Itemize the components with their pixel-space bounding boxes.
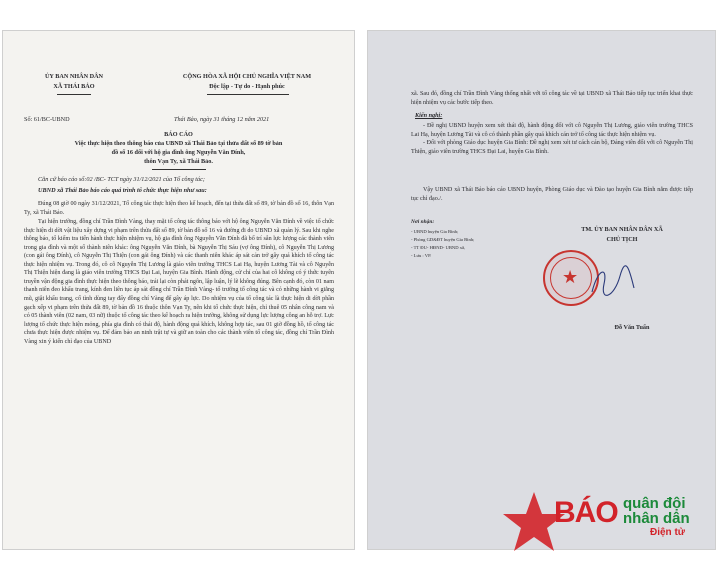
recommendation-2: - Đối với phòng Giáo dục huyện Gia Bình: Đề nghị xem xét tư cách cán bộ, Đảng viên đối với cô Nguyễn Thị Thiện, giáo viên trường THCS Đại Lai, huyện Gia Bình. — [411, 140, 693, 155]
document-number: Số: 61/BC-UBND — [24, 116, 70, 123]
recommendation-heading: Kiến nghị: — [415, 112, 443, 119]
signer-organization: TM. ỦY BAN NHÂN DÂN XÃ — [581, 226, 663, 233]
agency-name-line2: XÃ THÁI BẢO — [53, 83, 95, 90]
basis-line: Căn cứ báo cáo số:02 /BC- TCT ngày 31/12/2021 của Tổ công tác; — [38, 176, 205, 183]
agency-underline — [57, 94, 91, 95]
paragraph-2: Tại hiện trường, đồng chí Trần Đình Vàng, thay mặt tổ công tác thông báo với hộ ông Nguyễn Văn Đính về việc tổ chức thực hiện di dời vật liệu xây dựng vi phạm trên thửa đất số 89, tờ bản đồ số 16 và đường đi do UBND xã quản lý. Sau khi nghe thông báo, tổ kiểm tra tiến hành thực hiện nhiệm vụ, hộ gia đình ông Nguyễn Văn Đính đã bố trí sẵn lực lượng các thành viên trong gia đình và một số thành niên khác: ông Nguyễn Văn Đính, bà Nguyễn Thị Sáu (vợ ông Đính), cô Nguyễn Thị Lương (con gái ông Đính), cô Nguyễn Thị Thiện (con gái ông Đính) và các thanh niên khác áp sát cản trở gây quá khích tổ công tác thực hiện nhiệm vụ. Trong đó, cô cô Nguyễn Thị Lương là giáo viên trường THCS Lai Hạ, huyện Lương Tài và cô Nguyễn Thị Thiện hiện đang là giáo viên trường THCS Đại Lai, huyện Gia Bình. Hành động, cử chỉ của hai cô không có ý thức tuyên truyền vận động gia đình thực hiện theo thông báo, trái lại còn phát ngôn, lập luận, lý lẽ không đúng. Bên cạnh đó, còn 01 nam thanh niên đeo khẩu trang, kính đen liên tục áp sát đồng chí Trần Đình Vàng- tổ trưởng tổ công tác và có những hành vi giằng mũ, giật khẩu trang, cố tình dùng tay đẩy đồng chí Vàng để gây áp lực. Do nhiệm vụ của tổ công tác là thực hiện di dời phần gạch xếp vi phạm trên thửa đất 89, tờ bản đồ 16 thuộc thôn Vạn Ty, nên khi tổ chức thực hiện, chỉ thuê 05 nhân công nam và có 05 thành viên (02 nam, 03 nữ) thuộc tổ công tác theo kế hoạch ra hiện trường, không sử dụng lực lượng công an hỗ trợ. Lực lượng tổ chức thực hiện mỏng, phía gia đình có thái độ, hành động quá khích, không hợp tác, sau 01 giờ đồng hồ, tổ công tác chưa thực hiện được nhiệm vụ. Để đảm bảo an ninh trật tự và giữ an toàn cho các thành viên tổ công tác, đồng chí Trần Đình Vàng xin ý kiến chỉ đạo của UBND — [24, 219, 334, 345]
logo-tertiary-text: Điện tử — [650, 527, 686, 538]
newspaper-logo — [502, 488, 710, 560]
subject-line-2: đồ số 16 đối với hộ gia đình ông Nguyễn Văn Đính, — [111, 149, 246, 156]
place-and-date: Thái Bảo, ngày 31 tháng 12 năm 2021 — [174, 116, 270, 123]
report-intro: UBND xã Thái Bảo báo cáo quá trình tổ chức thực hiện như sau: — [38, 187, 207, 194]
recipient-4: - Lưu : VP. — [411, 253, 432, 258]
recipients-heading: Nơi nhận: — [411, 219, 435, 225]
handwritten-signature — [588, 262, 638, 302]
recommendation-1: - Đề nghị UBND huyện xem xét thái độ, hành động đối với cô Nguyễn Thị Lương, giáo viên trường THCS Lai Hạ, huyện Lương Tài và cô có thành phần gây quá khích cán trở tổ công tác thực hiện nhiệm vụ. — [411, 123, 693, 138]
signer-title: CHỦ TỊCH — [606, 236, 638, 243]
subject-underline — [152, 169, 206, 170]
paragraph-1: Đúng 08 giờ 00 ngày 31/12/2021, Tổ công tác thực hiện theo kế hoạch, đến tại thửa đất số 89, tờ bản đồ số 16, thôn Vạn Ty, xã Thái Bảo. — [24, 201, 334, 216]
recipient-3: - TT ĐU- HĐND- UBND xã, — [411, 245, 466, 250]
recipient-2: - Phòng GD&ĐT huyện Gia Bình; — [411, 237, 475, 242]
signer-name: Đỗ Văn Tuấn — [614, 324, 650, 331]
republic-title: CỘNG HÒA XÃ HỘI CHỦ NGHĨA VIỆT NAM — [182, 73, 312, 80]
document-page-1 — [2, 30, 355, 550]
recommendations — [411, 122, 693, 156]
motto: Độc lập - Tự do - Hạnh phúc — [209, 83, 285, 90]
document-type: BÁO CÁO — [164, 131, 193, 138]
motto-underline — [207, 94, 289, 95]
closing-text: Vậy UBND xã Thái Bảo báo cáo UBND huyện, Phòng Giáo dục và Đào tạo huyện Gia Bình nắm được tiếp tục chỉ đạo./. — [411, 187, 693, 202]
document-page-2 — [367, 30, 716, 550]
continuation-text: xã. Sau đó, đồng chí Trần Đình Vàng thống nhất với tổ công tác về tại UBND xã Thái Bảo tiếp tục triển khai thực hiện nhiệm vụ các bước tiếp theo. — [411, 91, 693, 106]
agency-name-line1: ỦY BAN NHÂN DÂN — [44, 73, 104, 80]
seal-star-icon: ★ — [562, 267, 579, 287]
recipient-1: - UBND huyện Gia Bình; — [411, 229, 459, 234]
logo-secondary-text-2: nhân dân — [623, 510, 690, 527]
logo-primary-text: BÁO — [554, 496, 618, 529]
report-body — [24, 200, 334, 346]
logo-secondary-text-1: quân đội — [623, 495, 686, 512]
subject-line-3: thôn Vạn Ty, xã Thái Bảo. — [144, 158, 213, 165]
subject-line-1: Việc thực hiện theo thông báo của UBND xã Thái Bảo tại thửa đất số 89 tờ bản — [74, 140, 283, 147]
